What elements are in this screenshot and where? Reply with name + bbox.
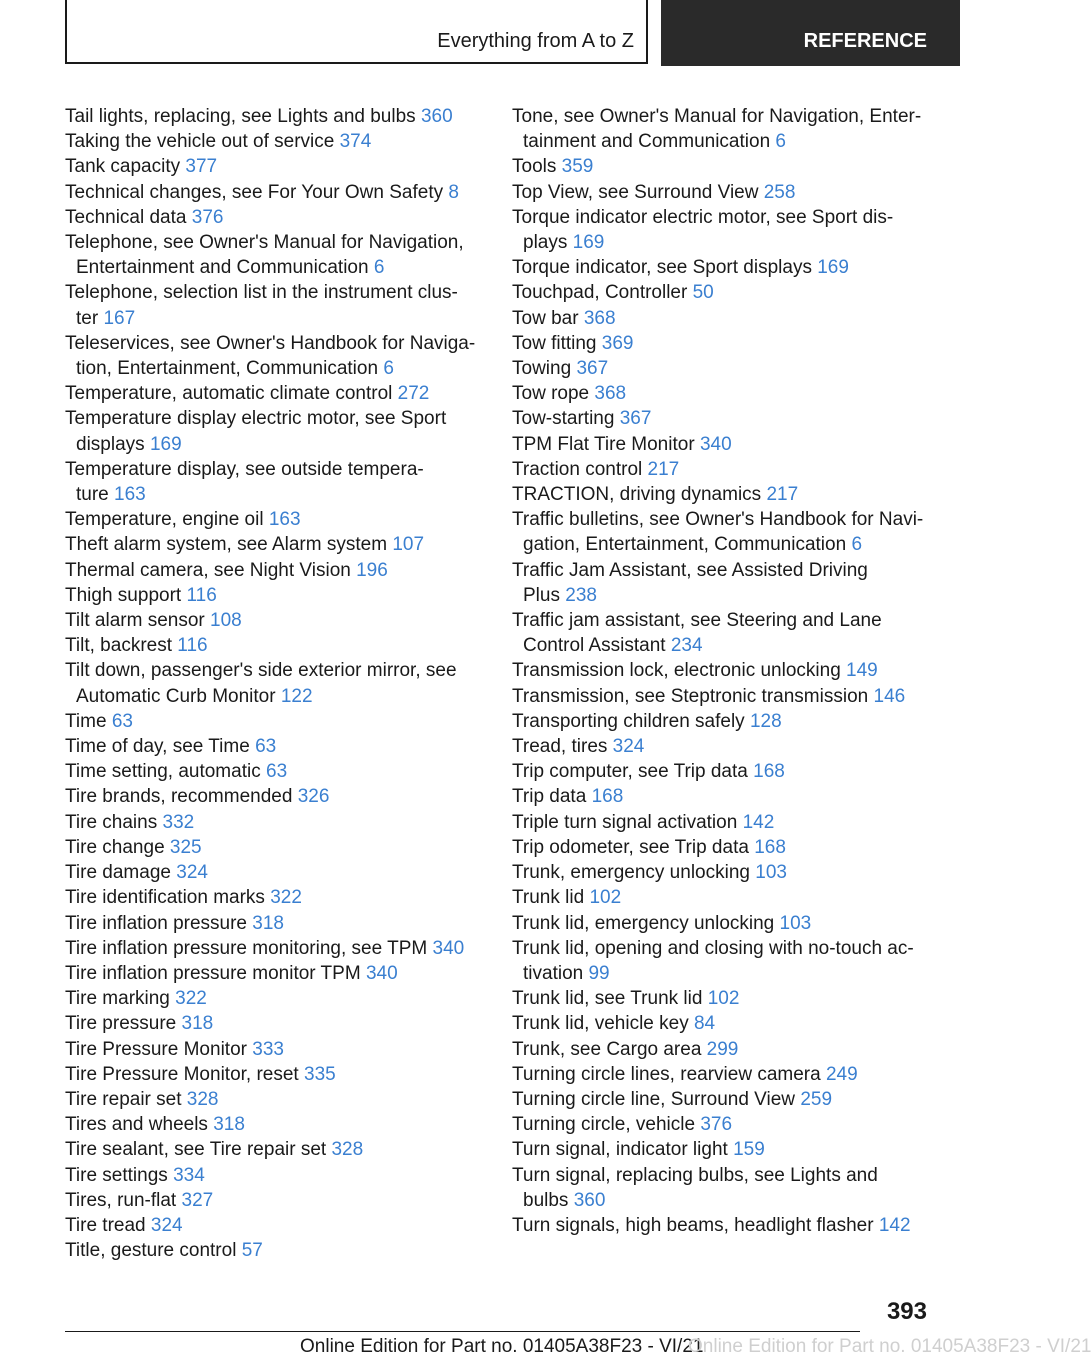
page-reference-link[interactable]: 324	[612, 736, 645, 758]
header-section-box	[65, 0, 648, 64]
index-term: Tire identification marks	[65, 887, 265, 909]
index-entry	[65, 608, 480, 633]
index-term: Trunk lid, vehicle key	[512, 1013, 689, 1035]
index-term: Towing	[512, 358, 572, 380]
index-entry	[512, 810, 932, 835]
index-entry	[512, 684, 932, 709]
page-reference-link[interactable]: 168	[753, 761, 785, 783]
index-term: Time	[65, 710, 107, 732]
page-reference-link[interactable]: 368	[594, 383, 627, 405]
index-term: Tread, tires	[512, 736, 608, 758]
page-reference-link[interactable]: 258	[763, 181, 796, 203]
index-column-left	[65, 104, 480, 1263]
page-reference-link[interactable]: 57	[241, 1240, 263, 1262]
index-term: tainment and Communication	[523, 131, 771, 153]
index-entry	[512, 1112, 932, 1137]
index-term: Telephone, selection list in the instrument clus-	[65, 282, 458, 304]
index-term: Time of day, see Time	[65, 736, 250, 758]
chapter-tab	[661, 0, 960, 66]
page-reference-link[interactable]: 128	[749, 710, 782, 732]
index-term: Tire repair set	[65, 1088, 182, 1110]
page-reference-link[interactable]: 324	[176, 862, 208, 884]
index-term: Automatic Curb Monitor	[76, 685, 276, 707]
page-reference-link[interactable]: 168	[591, 786, 624, 808]
index-term: Time setting, automatic	[65, 761, 261, 783]
page-reference-link[interactable]: 326	[297, 786, 330, 808]
page-reference-link[interactable]: 122	[280, 685, 313, 707]
page-reference-link[interactable]: 360	[420, 106, 453, 127]
index-term: Entertainment and Communication	[76, 257, 369, 279]
index-entry	[65, 205, 480, 230]
index-term: Traffic Jam Assistant, see Assisted Driving	[512, 559, 868, 581]
page-reference-link[interactable]: 340	[699, 433, 732, 455]
page-reference-link[interactable]: 318	[213, 1114, 245, 1136]
index-entry	[65, 759, 480, 784]
page-reference-link[interactable]: 360	[573, 1189, 606, 1211]
index-term: Transmission lock, electronic unlocking	[512, 660, 841, 682]
page-reference-link[interactable]: 328	[331, 1139, 364, 1161]
index-term: Tire sealant, see Tire repair set	[65, 1139, 327, 1161]
index-term: Turning circle line, Surround View	[512, 1088, 796, 1110]
index-term: Tow fitting	[512, 332, 597, 354]
index-term: tion, Entertainment, Communication	[76, 358, 379, 380]
page-reference-link[interactable]: 6	[775, 131, 786, 153]
index-term: Trunk lid, emergency unlocking	[512, 912, 775, 934]
index-term: Trunk lid	[512, 887, 585, 909]
index-entry	[512, 306, 932, 331]
page-reference-link[interactable]: 142	[878, 1214, 911, 1236]
index-entry	[65, 734, 480, 759]
page-reference-link[interactable]: 322	[175, 988, 207, 1010]
index-entry	[65, 1213, 480, 1238]
index-entry	[65, 1137, 480, 1162]
index-entry	[65, 129, 480, 154]
page-reference-link[interactable]: 369	[601, 332, 634, 354]
page-reference-link[interactable]: 359	[561, 156, 594, 178]
page-reference-link[interactable]: 318	[252, 912, 284, 934]
index-term: Touchpad, Controller	[512, 282, 688, 304]
page-reference-link[interactable]: 159	[733, 1139, 765, 1161]
index-entry	[65, 280, 480, 330]
index-entry	[512, 1137, 932, 1162]
index-entry	[65, 936, 480, 961]
index-term: Tire inflation pressure monitoring, see TPM	[65, 937, 428, 959]
index-term: Tires and wheels	[65, 1114, 208, 1136]
index-term: Traffic jam assistant, see Steering and Lane	[512, 610, 882, 632]
index-term: Tilt down, passenger's side exterior mirror, see	[65, 660, 457, 682]
index-term: Tow bar	[512, 307, 579, 329]
index-entry	[512, 911, 932, 936]
index-entry	[65, 532, 480, 557]
index-term: Turn signal, replacing bulbs, see Lights and	[512, 1164, 878, 1186]
index-term: Tire Pressure Monitor	[65, 1038, 247, 1060]
index-entry	[65, 810, 480, 835]
index-entry	[65, 104, 480, 129]
index-entry	[512, 381, 932, 406]
index-entry	[512, 1087, 932, 1112]
page-reference-link[interactable]: 259	[800, 1088, 833, 1110]
page-reference-link[interactable]: 116	[177, 635, 208, 657]
index-term: Taking the vehicle out of service	[65, 131, 335, 153]
index-entry	[512, 1213, 932, 1238]
index-term: Temperature display, see outside tempera-	[65, 458, 424, 480]
page-reference-link[interactable]: 63	[111, 710, 133, 732]
index-entry	[512, 1062, 932, 1087]
index-entry	[512, 936, 932, 986]
page-reference-link[interactable]: 8	[448, 181, 459, 203]
page-reference-link[interactable]: 238	[565, 584, 597, 606]
index-term: Control Assistant	[523, 635, 666, 657]
index-term: Trip data	[512, 786, 587, 808]
index-entry	[512, 1011, 932, 1036]
index-entry	[512, 205, 932, 255]
index-entry	[65, 1062, 480, 1087]
index-entry	[65, 986, 480, 1011]
index-term: Tire inflation pressure	[65, 912, 247, 934]
page-reference-link[interactable]: 368	[583, 307, 616, 329]
index-entry	[512, 658, 932, 683]
index-term: Teleservices, see Owner's Handbook for Naviga-	[65, 332, 476, 354]
index-term: displays	[76, 433, 145, 455]
index-term: Tools	[512, 156, 557, 178]
index-term: Thermal camera, see Night Vision	[65, 559, 351, 581]
edition-footer: Online Edition for Part no. 01405A38F23 - VI/21	[300, 1336, 704, 1357]
index-entry	[65, 507, 480, 532]
index-entry	[65, 835, 480, 860]
index-entry	[65, 381, 480, 406]
index-entry	[65, 1163, 480, 1188]
index-entry	[65, 1037, 480, 1062]
index-entry	[512, 734, 932, 759]
index-entry	[512, 406, 932, 431]
index-term: Tire settings	[65, 1164, 168, 1186]
index-term: ture	[76, 484, 109, 506]
index-term: Top View, see Surround View	[512, 181, 759, 203]
footer-divider	[65, 1331, 860, 1332]
index-entry	[512, 180, 932, 205]
index-entry	[512, 1037, 932, 1062]
index-entry	[65, 154, 480, 179]
index-entry	[65, 885, 480, 910]
index-term: Turn signal, indicator light	[512, 1139, 728, 1161]
index-entry	[512, 432, 932, 457]
chapter-title: REFERENCE	[803, 30, 927, 52]
page-reference-link[interactable]: 99	[588, 962, 610, 984]
index-entry	[65, 860, 480, 885]
index-term: Temperature display electric motor, see Sport	[65, 408, 447, 430]
index-term: Trip computer, see Trip data	[512, 761, 748, 783]
index-entry	[65, 457, 480, 507]
index-term: Tilt alarm sensor	[65, 610, 205, 632]
page-reference-link[interactable]: 217	[647, 458, 680, 480]
index-term: Tire tread	[65, 1214, 146, 1236]
index-term: Torque indicator, see Sport displays	[512, 257, 812, 279]
index-term: Tire change	[65, 836, 165, 858]
index-entry	[65, 709, 480, 734]
index-entry	[65, 558, 480, 583]
index-entry	[65, 633, 480, 658]
page-reference-link[interactable]: 6	[373, 257, 385, 279]
index-term: Tow rope	[512, 383, 590, 405]
index-entry	[512, 331, 932, 356]
page-reference-link[interactable]: 6	[851, 534, 863, 556]
page-reference-link[interactable]: 249	[825, 1063, 858, 1085]
index-term: Title, gesture control	[65, 1240, 237, 1262]
index-entry	[512, 986, 932, 1011]
page-reference-link[interactable]: 108	[210, 610, 242, 632]
index-term: Telephone, see Owner's Manual for Navigation,	[65, 232, 464, 254]
index-column-right	[512, 104, 932, 1238]
index-entry	[65, 583, 480, 608]
page-reference-link[interactable]: 103	[779, 912, 812, 934]
index-entry	[65, 180, 480, 205]
index-entry	[512, 608, 932, 658]
index-entry	[65, 1087, 480, 1112]
page-reference-link[interactable]: 318	[181, 1013, 214, 1035]
page-reference-link[interactable]: 169	[572, 232, 605, 254]
index-entry	[65, 1011, 480, 1036]
index-term: Transmission, see Steptronic transmission	[512, 685, 869, 707]
index-term: Trunk, emergency unlocking	[512, 862, 750, 884]
page-reference-link[interactable]: 367	[619, 408, 652, 430]
page-reference-link[interactable]: 376	[700, 1114, 733, 1136]
index-entry	[65, 784, 480, 809]
index-entry	[65, 406, 480, 456]
page-reference-link[interactable]: 324	[150, 1214, 183, 1236]
index-term: Turning circle lines, rearview camera	[512, 1063, 821, 1085]
page-reference-link[interactable]: 146	[873, 685, 906, 707]
index-term: Turn signals, high beams, headlight flasher	[512, 1214, 874, 1236]
index-term: Tank capacity	[65, 156, 181, 178]
index-term: Temperature, automatic climate control	[65, 383, 393, 405]
index-entry	[512, 885, 932, 910]
index-entry	[512, 356, 932, 381]
index-term: TPM Flat Tire Monitor	[512, 433, 695, 455]
page-reference-link[interactable]: 272	[397, 383, 430, 405]
index-term: Tire damage	[65, 862, 171, 884]
page-reference-link[interactable]: 169	[817, 257, 849, 279]
page-reference-link[interactable]: 325	[169, 836, 202, 858]
page-reference-link[interactable]: 299	[706, 1038, 739, 1060]
index-term: plays	[523, 232, 568, 254]
page-reference-link[interactable]: 335	[304, 1063, 336, 1085]
page-reference-link[interactable]: 63	[255, 736, 277, 758]
page-reference-link[interactable]: 84	[693, 1013, 716, 1035]
page-reference-link[interactable]: 116	[186, 584, 217, 606]
page-reference-link[interactable]: 340	[365, 962, 398, 984]
index-term: Tire inflation pressure monitor TPM	[65, 962, 361, 984]
index-term: Tone, see Owner's Manual for Navigation, Enter-	[512, 106, 922, 127]
index-term: Tilt, backrest	[65, 635, 172, 657]
index-term: Tow-starting	[512, 408, 615, 430]
page-reference-link[interactable]: 103	[755, 862, 787, 884]
index-entry	[65, 1112, 480, 1137]
page-reference-link[interactable]: 374	[339, 131, 372, 153]
index-term: Tires, run-flat	[65, 1189, 177, 1211]
page-reference-link[interactable]: 196	[356, 559, 388, 581]
page-reference-link[interactable]: 6	[383, 358, 394, 380]
page-reference-link[interactable]: 142	[742, 811, 775, 833]
page-reference-link[interactable]: 376	[191, 206, 224, 228]
index-term: Traffic bulletins, see Owner's Handbook for Navi-	[512, 509, 924, 531]
page-reference-link[interactable]: 63	[266, 761, 288, 783]
index-entry	[512, 280, 932, 305]
index-entry	[512, 1163, 932, 1213]
index-entry	[512, 759, 932, 784]
page-reference-link[interactable]: 234	[670, 635, 703, 657]
index-term: tivation	[523, 962, 584, 984]
index-term: Turning circle, vehicle	[512, 1114, 696, 1136]
index-term: TRACTION, driving dynamics	[512, 484, 762, 506]
page-reference-link[interactable]: 327	[181, 1189, 214, 1211]
page-reference-link[interactable]: 163	[114, 484, 146, 506]
index-term: Trunk, see Cargo area	[512, 1038, 702, 1060]
page-reference-link[interactable]: 168	[754, 836, 786, 858]
watermark: Online Edition for Part no. 01405A38F23 - VI/21	[688, 1336, 1091, 1357]
index-term: Tail lights, replacing, see Lights and bulbs	[65, 106, 416, 127]
index-term: Trunk lid, see Trunk lid	[512, 988, 703, 1010]
index-entry	[512, 482, 932, 507]
index-term: gation, Entertainment, Communication	[523, 534, 847, 556]
index-term: ter	[76, 307, 99, 329]
index-term: Tire chains	[65, 811, 158, 833]
index-term: Thigh support	[65, 584, 182, 606]
page-reference-link[interactable]: 333	[252, 1038, 284, 1060]
index-entry	[65, 1188, 480, 1213]
page-reference-link[interactable]: 50	[692, 282, 714, 304]
page-reference-link[interactable]: 149	[846, 660, 878, 682]
page-reference-link[interactable]: 322	[270, 887, 302, 909]
index-entry	[65, 911, 480, 936]
index-entry	[512, 255, 932, 280]
index-entry	[512, 507, 932, 557]
index-entry	[512, 709, 932, 734]
index-entry	[512, 860, 932, 885]
index-entry	[65, 658, 480, 708]
page-reference-link[interactable]: 102	[707, 988, 740, 1010]
index-term: Tire pressure	[65, 1013, 177, 1035]
page-reference-link[interactable]: 340	[432, 937, 465, 959]
page-reference-link[interactable]: 332	[162, 811, 195, 833]
index-entry	[512, 558, 932, 608]
page-reference-link[interactable]: 217	[766, 484, 799, 506]
index-entry	[512, 835, 932, 860]
index-term: Technical changes, see For Your Own Safety	[65, 181, 444, 203]
index-term: Theft alarm system, see Alarm system	[65, 534, 388, 556]
page-reference-link[interactable]: 163	[268, 509, 301, 531]
index-entry	[512, 154, 932, 179]
index-term: Traction control	[512, 458, 643, 480]
index-term: Plus	[523, 584, 560, 606]
index-term: Tire Pressure Monitor, reset	[65, 1063, 299, 1085]
page-reference-link[interactable]: 167	[103, 307, 136, 329]
page-reference-link[interactable]: 107	[392, 534, 425, 556]
index-term: Technical data	[65, 206, 187, 228]
index-term: Trunk lid, opening and closing with no-touch ac-	[512, 937, 914, 959]
index-entry	[65, 1238, 480, 1263]
page-reference-link[interactable]: 367	[576, 358, 609, 380]
index-term: Tire marking	[65, 988, 170, 1010]
page-reference-link[interactable]: 328	[186, 1088, 219, 1110]
index-term: Tire brands, recommended	[65, 786, 293, 808]
index-entry	[65, 230, 480, 280]
page-reference-link[interactable]: 334	[173, 1164, 205, 1186]
page-reference-link[interactable]: 377	[185, 156, 218, 178]
page-reference-link[interactable]: 169	[149, 433, 182, 455]
index-term: Torque indicator electric motor, see Sport dis-	[512, 206, 894, 228]
index-term: Temperature, engine oil	[65, 509, 264, 531]
index-entry	[512, 784, 932, 809]
index-entry	[65, 961, 480, 986]
index-term: Trip odometer, see Trip data	[512, 836, 749, 858]
index-entry	[512, 457, 932, 482]
index-entry	[512, 104, 932, 154]
page-reference-link[interactable]: 102	[589, 887, 622, 909]
index-entry	[65, 331, 480, 381]
page-number: 393	[886, 1298, 927, 1325]
index-term: Triple turn signal activation	[512, 811, 738, 833]
section-title: Everything from A to Z	[437, 30, 634, 52]
index-term: Transporting children safely	[512, 710, 745, 732]
index-term: bulbs	[523, 1189, 569, 1211]
